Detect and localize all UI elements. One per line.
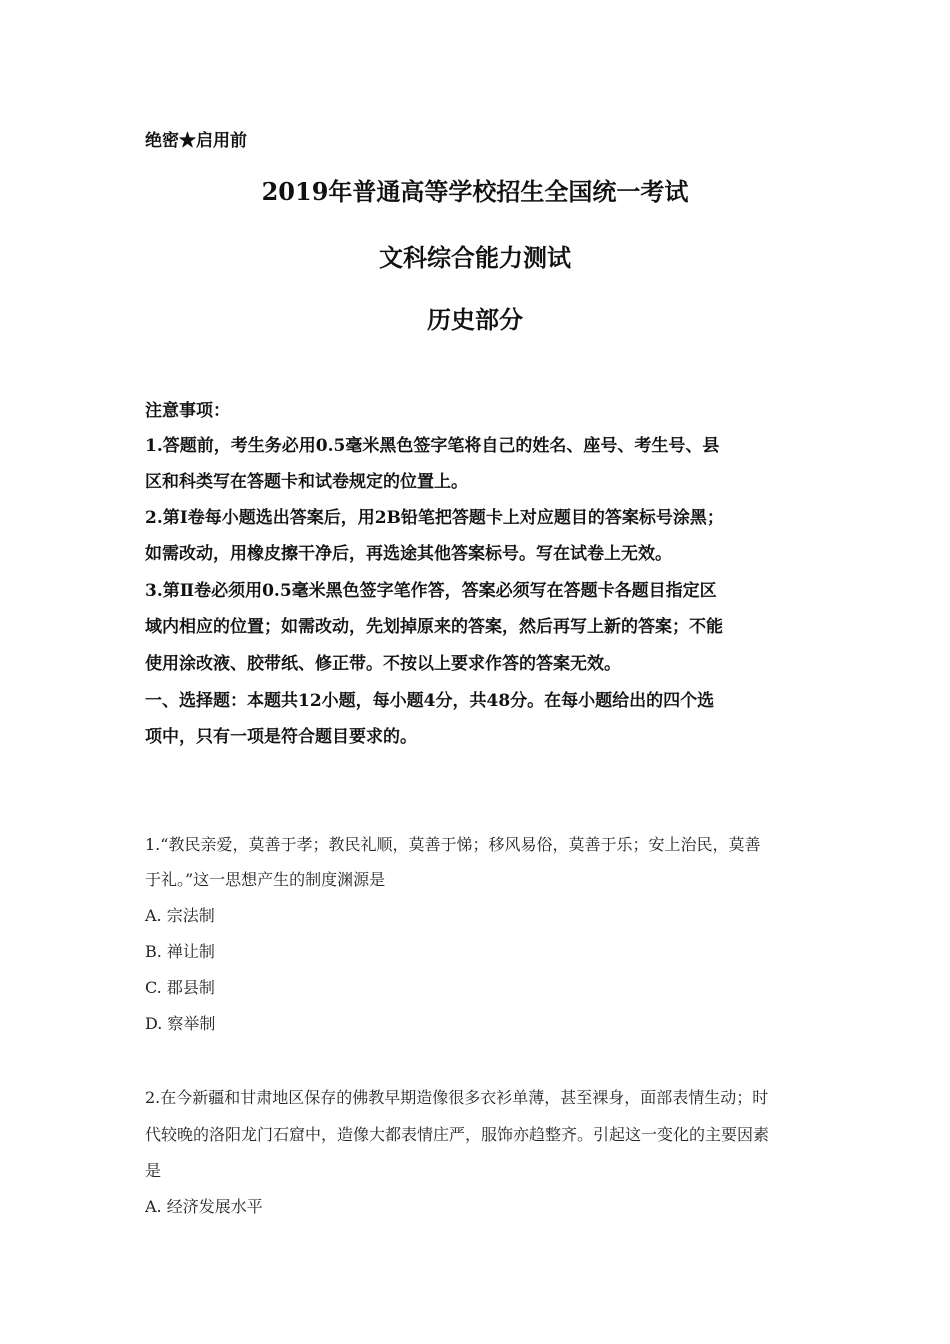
notice-line: 区和科类写在答题卡和试卷规定的位置上。 bbox=[145, 472, 468, 492]
notice-line: 2.第Ⅰ卷每小题选出答案后，用2B铅笔把答题卡上对应题目的答案标号涂黑； bbox=[145, 508, 724, 528]
notice-line: 如需改动，用橡皮擦干净后，再选途其他答案标号。写在试卷上无效。 bbox=[145, 544, 672, 564]
question-1-option: D. 察举制 bbox=[145, 1014, 216, 1033]
notice-line: 一、选择题：本题共12小题，每小题4分，共48分。在每小题给出的四个选 bbox=[145, 691, 715, 711]
question-1-option: B. 禅让制 bbox=[145, 942, 215, 961]
question-2-option: A. 经济发展水平 bbox=[145, 1197, 263, 1216]
question-2-stem: 代较晚的洛阳龙门石窟中，造像大都表情庄严，服饰亦趋整齐。引起这一变化的主要因素 bbox=[145, 1125, 770, 1144]
notice-line: 1.答题前，考生务必用0.5毫米黑色签字笔将自己的姓名、座号、考生号、县 bbox=[145, 436, 720, 456]
notice-line: 3.第Ⅱ卷必须用0.5毫米黑色签字笔作答，答案必须写在答题卡各题目指定区 bbox=[145, 581, 717, 601]
notice-line: 使用涂改液、胶带纸、修正带。不按以上要求作答的答案无效。 bbox=[145, 654, 621, 674]
exam-subtitle: 文科综合能力测试 bbox=[379, 243, 571, 272]
notice-heading: 注意事项： bbox=[145, 401, 230, 421]
notice-line: 项中，只有一项是符合题目要求的。 bbox=[145, 727, 417, 747]
question-2-stem: 2.在今新疆和甘肃地区保存的佛教早期造像很多衣衫单薄，甚至裸身，面部表情生动；时 bbox=[145, 1088, 769, 1107]
section-title: 历史部分 bbox=[427, 305, 523, 334]
exam-title: 2019年普通高等学校招生全国统一考试 bbox=[261, 177, 689, 206]
notice-line: 域内相应的位置；如需改动，先划掉原来的答案，然后再写上新的答案；不能 bbox=[145, 617, 723, 637]
question-1-stem: 1.“教民亲爱，莫善于孝；教民礼顺，莫善于悌；移风易俗，莫善于乐；安上治民，莫善 bbox=[145, 835, 761, 854]
question-1-stem: 于礼。”这一思想产生的制度渊源是 bbox=[145, 870, 386, 889]
question-2-stem: 是 bbox=[145, 1161, 162, 1180]
question-1-option: C. 郡县制 bbox=[145, 978, 215, 997]
question-1-option: A. 宗法制 bbox=[145, 906, 215, 925]
confidential-mark: 绝密★启用前 bbox=[145, 131, 247, 151]
